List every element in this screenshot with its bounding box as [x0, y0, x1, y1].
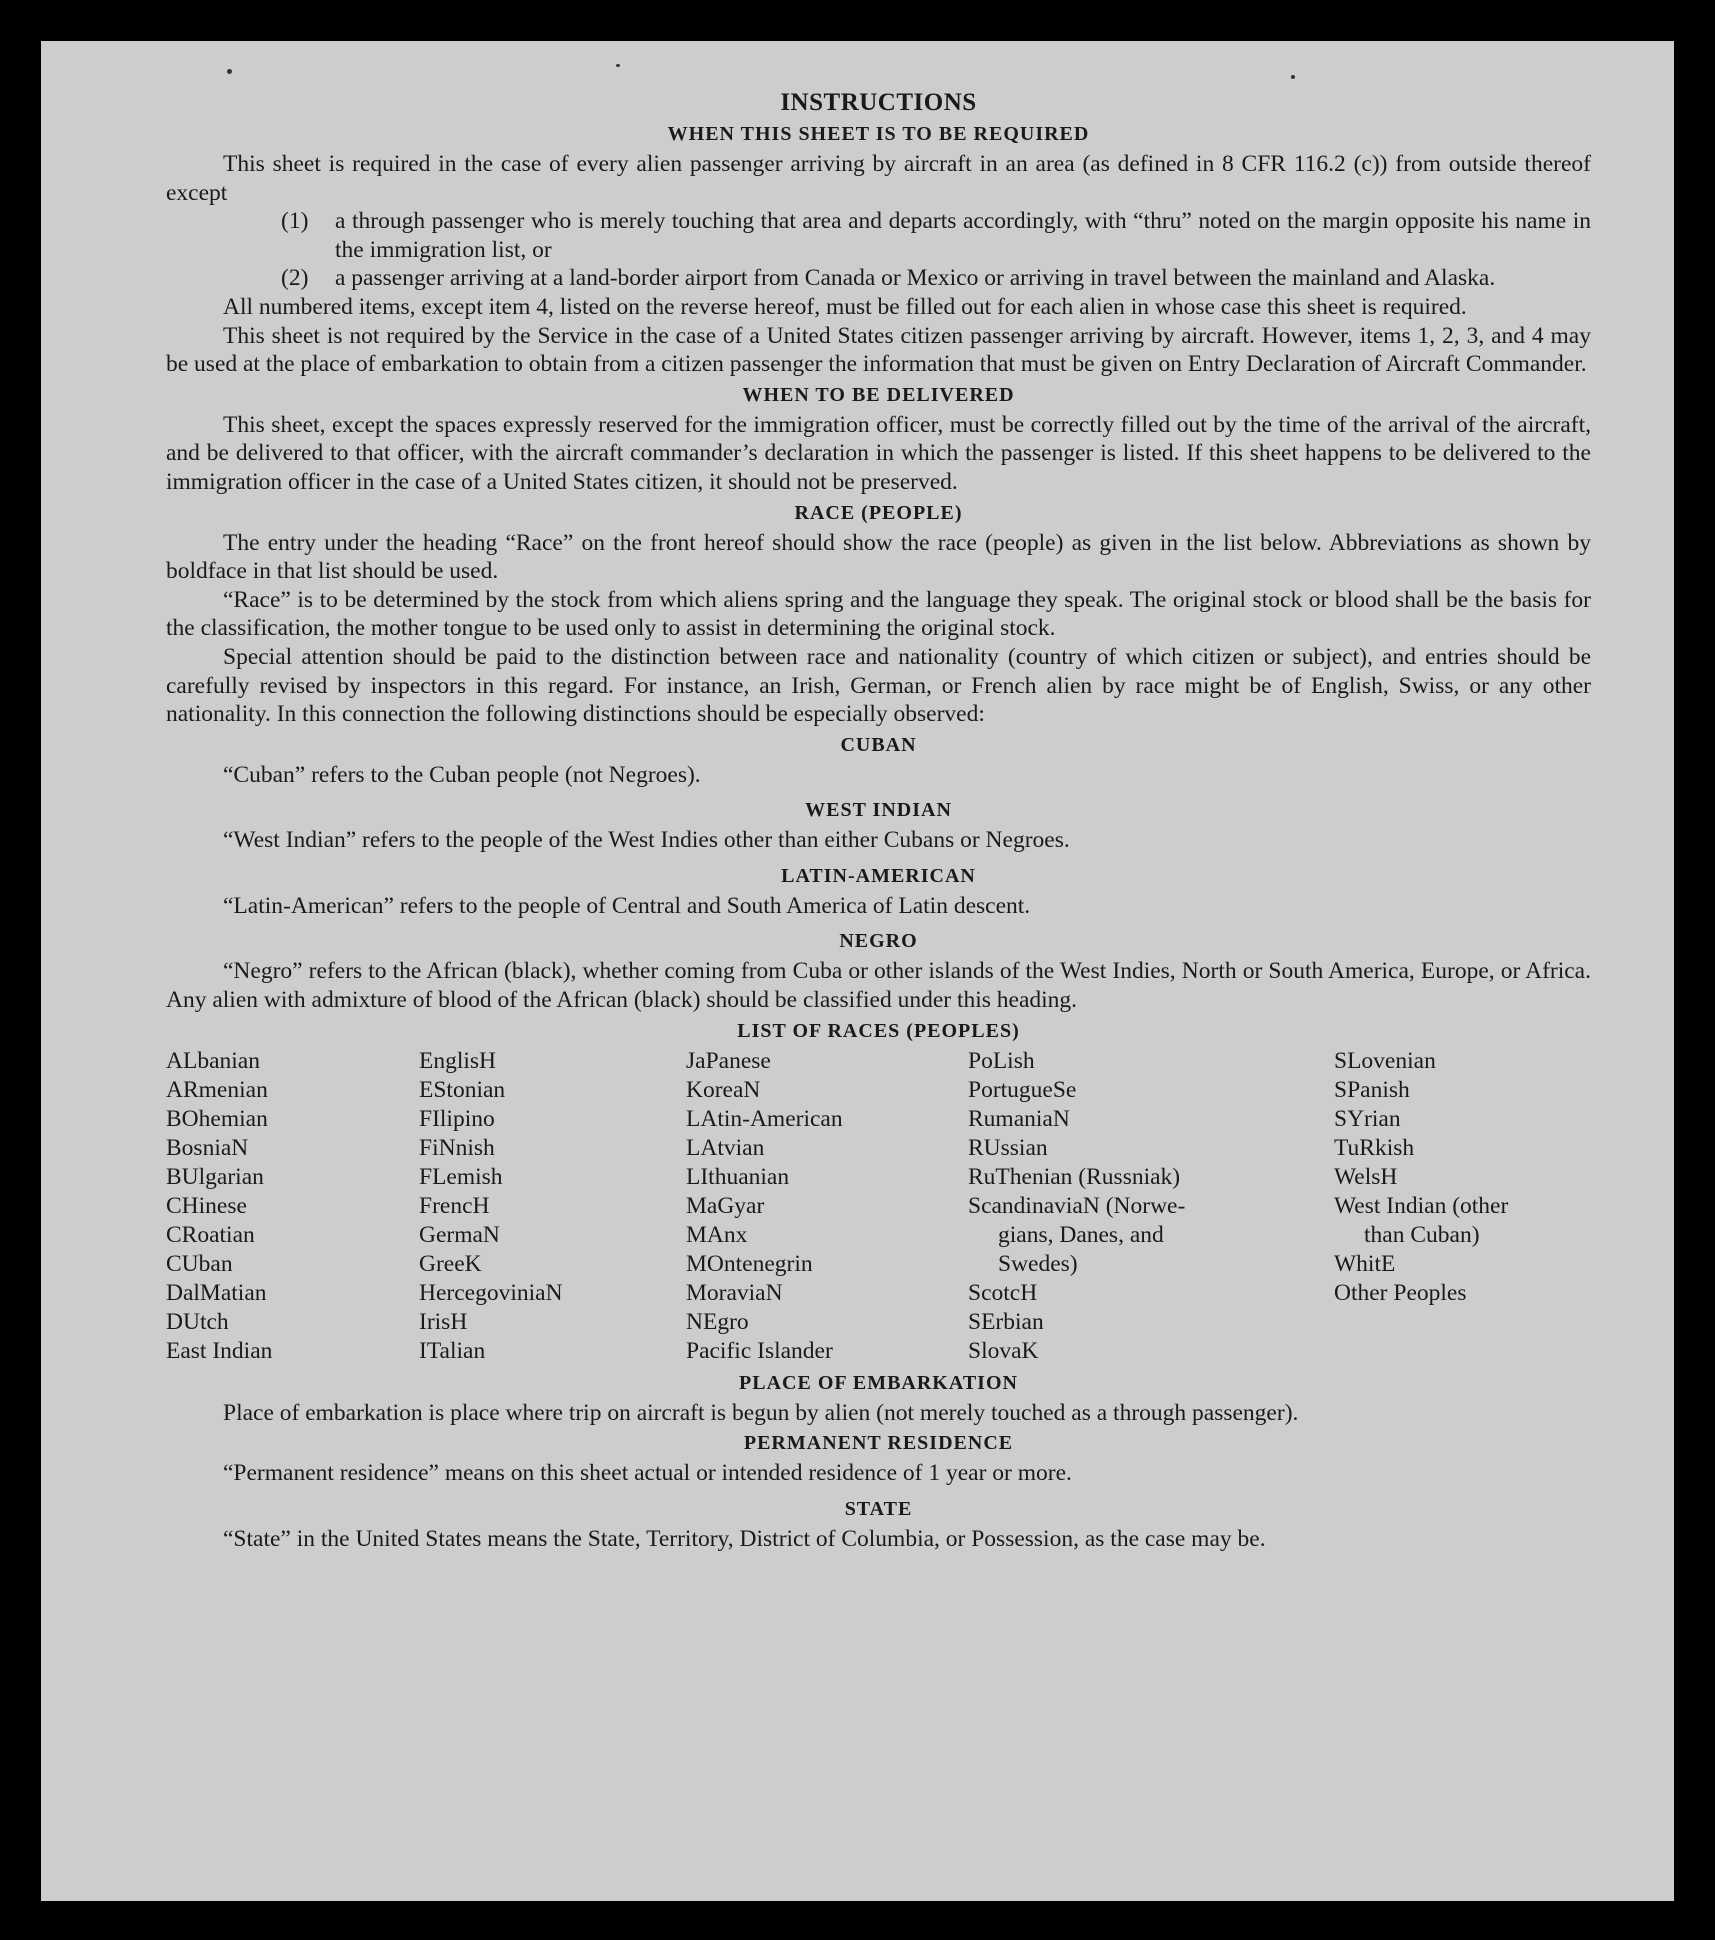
- speck: [227, 69, 232, 74]
- race-entry: ARmenian: [166, 1076, 268, 1103]
- item-text: a passenger arriving at a land-border airport from Canada or Mexico or arriving in travel between the mainland and Alaska.: [335, 265, 1496, 292]
- race-entry: KoreaN: [686, 1076, 761, 1103]
- race-entry: BOhemian: [166, 1105, 268, 1132]
- race-entry: HercegoviniaN: [419, 1279, 563, 1306]
- race-entry: GreeK: [419, 1250, 482, 1277]
- race-entry: FrencH: [419, 1192, 490, 1219]
- race-entry: GermaN: [419, 1221, 500, 1248]
- race-entry: ScotcH: [968, 1279, 1038, 1306]
- paragraph-embarkation: Place of embarkation is place where trip on aircraft is begun by alien (not merely touched as a through passenger).: [223, 1399, 1299, 1426]
- race-entry: RUssian: [968, 1134, 1048, 1161]
- paragraph-permanent-residence: “Permanent residence” means on this sheet actual or intended residence of 1 year or more.: [223, 1460, 1072, 1487]
- race-entry: East Indian: [166, 1337, 273, 1364]
- race-entry: LAtvian: [686, 1134, 765, 1161]
- heading-state: STATE: [844, 1497, 913, 1520]
- paragraph-intro: This sheet is required in the case of every alien passenger arriving by aircraft in an area (as defined in 8 CFR 116.2 (c)) from outside thereof except: [166, 151, 1591, 206]
- race-entry: EnglisH: [419, 1047, 497, 1074]
- race-entry: LAtin-American: [686, 1105, 843, 1132]
- paragraph-delivery: This sheet, except the spaces expressly reserved for the immigration officer, must be correctly filled out by the time of the arrival of the aircraft, and be delivered to that officer, with the aircraft commander’s declaration in which the passenger is listed. If this sheet happens to be delivered to the immigration officer in the case of a United States citizen, it should not be preserved.: [166, 411, 1591, 495]
- speck: [1291, 75, 1295, 79]
- paragraph-latin-american: “Latin-American” refers to the people of Central and South America of Latin descent.: [223, 892, 1031, 919]
- speck: [616, 64, 620, 67]
- race-entry: FiNnish: [419, 1134, 495, 1161]
- item-number: (2): [281, 265, 309, 292]
- race-entry: FLemish: [419, 1163, 503, 1190]
- race-entry: SErbian: [968, 1308, 1044, 1335]
- heading-embarkation: PLACE OF EMBARKATION: [739, 1371, 1018, 1394]
- races-column-1: [166, 1047, 419, 1366]
- race-entry: RumaniaN: [968, 1105, 1070, 1132]
- race-entry: LIthuanian: [686, 1163, 790, 1190]
- race-entry: MAnx: [686, 1221, 748, 1248]
- race-entry: SLovenian: [1334, 1047, 1436, 1074]
- paragraph-state: “State” in the United States means the State, Territory, District of Columbia, or Possession, as the case may be.: [223, 1525, 1266, 1552]
- item-number: (1): [281, 208, 309, 235]
- race-entry: West Indian (other: [1334, 1192, 1509, 1219]
- heading-cuban: CUBAN: [840, 733, 917, 756]
- heading-list-of-races: LIST OF RACES (PEOPLES): [737, 1019, 1020, 1042]
- list-item: [281, 207, 1591, 264]
- exceptions-list: [166, 207, 1591, 293]
- heading-permanent-residence: PERMANENT RESIDENCE: [743, 1432, 1014, 1455]
- race-entry: DalMatian: [166, 1279, 267, 1306]
- races-list: [166, 1047, 1591, 1366]
- race-entry: ITalian: [419, 1337, 486, 1364]
- document-page: [41, 41, 1674, 1901]
- race-entry: MoraviaN: [686, 1279, 783, 1306]
- races-column-5: [1334, 1047, 1591, 1366]
- races-column-2: [419, 1047, 686, 1366]
- race-entry: Pacific Islander: [686, 1337, 833, 1364]
- heading-negro: NEGRO: [839, 930, 918, 953]
- race-entry: EStonian: [419, 1076, 506, 1103]
- race-entry: NEgro: [686, 1308, 749, 1335]
- races-column-3: [686, 1047, 968, 1366]
- races-column-4: [968, 1047, 1334, 1366]
- paragraph-race-stock: “Race” is to be determined by the stock from which aliens spring and the language they speak. The original stock or blood shall be the basis for the classification, the mother tongue to be used only to assist in determining the original stock.: [166, 586, 1591, 642]
- race-entry: MOntenegrin: [686, 1250, 813, 1277]
- item-text: a through passenger who is merely touching that area and departs accordingly, with “thru” noted on the margin opposite his name in the immigration list, or: [335, 208, 1591, 263]
- race-entry: IrisH: [419, 1308, 468, 1335]
- race-entry: SlovaK: [968, 1337, 1039, 1364]
- race-entry: ALbanian: [166, 1047, 260, 1074]
- race-entry: WhitE: [1334, 1250, 1396, 1277]
- race-entry: RuThenian (Russniak): [968, 1163, 1181, 1190]
- race-entry: CUban: [166, 1250, 233, 1277]
- instructions-content: [166, 89, 1591, 1553]
- race-entry-continued: gians, Danes, and: [998, 1221, 1164, 1248]
- race-entry: BosniaN: [166, 1134, 249, 1161]
- race-entry: FIlipino: [419, 1105, 495, 1132]
- heading-latin-american: LATIN-AMERICAN: [781, 864, 976, 887]
- heading-when-required: WHEN THIS SHEET IS TO BE REQUIRED: [667, 123, 1090, 145]
- page-title: INSTRUCTIONS: [780, 89, 977, 116]
- race-entry: Other Peoples: [1334, 1279, 1467, 1306]
- race-entry: BUlgarian: [166, 1163, 264, 1190]
- race-entry: SYrian: [1334, 1105, 1401, 1132]
- race-entry: JaPanese: [686, 1047, 771, 1074]
- race-entry-continued: Swedes): [998, 1250, 1078, 1277]
- paragraph-numbered-items: All numbered items, except item 4, listed on the reverse hereof, must be filled out for each alien in whose case this sheet is required.: [223, 293, 1467, 320]
- race-entry: MaGyar: [686, 1192, 765, 1219]
- race-entry: PortugueSe: [968, 1076, 1077, 1103]
- heading-when-delivered: WHEN TO BE DELIVERED: [742, 383, 1015, 406]
- race-entry-continued: than Cuban): [1364, 1221, 1480, 1248]
- paragraph-race-nationality: Special attention should be paid to the distinction between race and nationality (country of which citizen or subject), and entries should be carefully revised by inspectors in this regard. For instance, an Irish, German, or French alien by race might be of English, Swiss, or any other nationality. In this connection the following distinctions should be especially observed:: [166, 643, 1591, 728]
- paragraph-west-indian: “West Indian” refers to the people of the West Indies other than either Cubans or Negroes.: [223, 827, 1070, 854]
- heading-race: RACE (PEOPLE): [794, 501, 963, 524]
- race-entry: CRoatian: [166, 1221, 255, 1248]
- heading-west-indian: WEST INDIAN: [805, 799, 952, 822]
- race-entry: DUtch: [166, 1308, 229, 1335]
- race-entry: SPanish: [1334, 1076, 1410, 1103]
- race-entry: WelsH: [1334, 1163, 1398, 1190]
- race-entry: CHinese: [166, 1192, 247, 1219]
- paragraph-race-entry: The entry under the heading “Race” on the front hereof should show the race (people) as given in the list below. Abbreviations as shown by boldface in that list should be used.: [166, 529, 1591, 585]
- race-entry: TuRkish: [1334, 1134, 1415, 1161]
- race-entry: PoLish: [968, 1047, 1035, 1074]
- list-item: [281, 264, 1591, 293]
- paragraph-citizen: This sheet is not required by the Service in the case of a United States citizen passenger arriving by aircraft. However, items 1, 2, 3, and 4 may be used at the place of embarkation to obtain from a citizen passenger the information that must be given on Entry Declaration of Aircraft Commander.: [166, 322, 1591, 378]
- race-entry: ScandinaviaN (Norwe-: [968, 1192, 1186, 1219]
- paragraph-cuban: “Cuban” refers to the Cuban people (not Negroes).: [223, 761, 701, 788]
- paragraph-negro: “Negro” refers to the African (black), whether coming from Cuba or other islands of the West Indies, North or South America, Europe, or Africa. Any alien with admixture of blood of the African (black) should be classified under this heading.: [166, 958, 1591, 1014]
